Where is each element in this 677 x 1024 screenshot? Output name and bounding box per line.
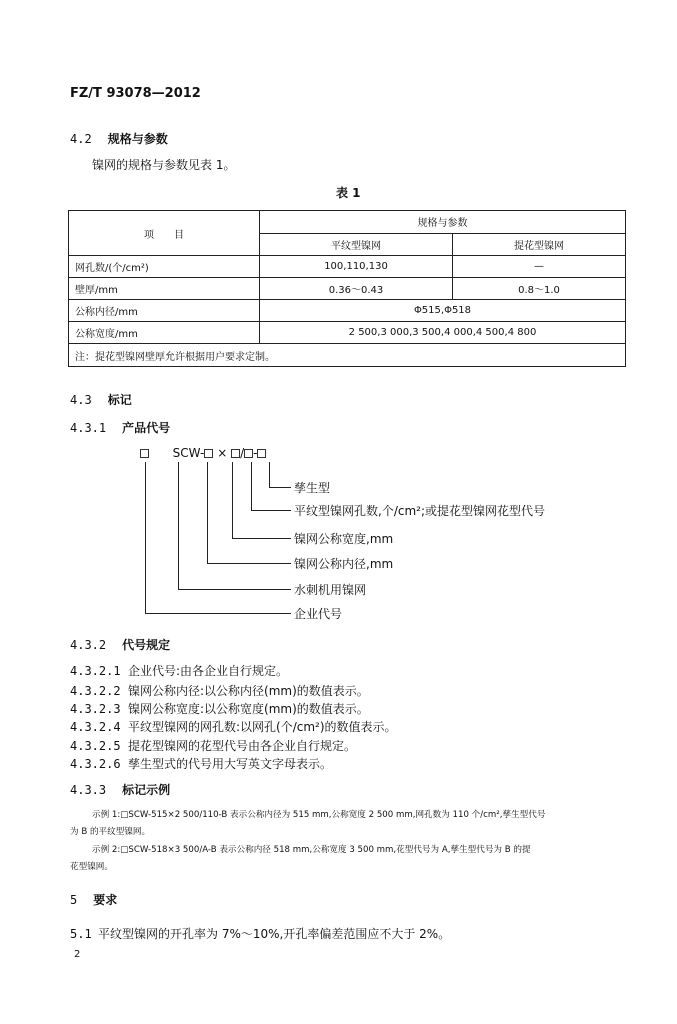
spec-table bbox=[68, 210, 626, 367]
rule-number: 4.3.2.3 bbox=[70, 702, 121, 716]
rule-number: 4.3.2.4 bbox=[70, 720, 121, 734]
example-1-line-1: 示例 1:□SCW-515×2 500/110-B 表示公称内径为 515 mm,公称宽度 2 500 mm,网孔数为 110 个/cm²,孳生型代号 bbox=[92, 810, 546, 820]
connector-line bbox=[232, 538, 291, 539]
section-number: 5 bbox=[70, 893, 78, 907]
cell: 0.8～1.0 bbox=[453, 278, 626, 300]
diagram-label: 孳生型 bbox=[294, 481, 331, 495]
row-label: 壁厚/mm bbox=[69, 278, 260, 300]
section-title: 规格与参数 bbox=[107, 132, 168, 146]
section-number: 4.3.1 bbox=[70, 421, 107, 435]
document-code: FZ/T 93078—2012 bbox=[70, 86, 201, 101]
section-number: 4.3.2 bbox=[70, 638, 107, 652]
rule-number: 4.3.2.1 bbox=[70, 664, 121, 678]
section-5-heading bbox=[70, 891, 117, 908]
section-4-3-1-heading bbox=[70, 419, 170, 436]
table-caption: 表 1 bbox=[336, 186, 361, 200]
rule-text: 企业代号:由各企业自行规定。 bbox=[128, 664, 289, 678]
connector-line bbox=[251, 510, 291, 511]
rule-item bbox=[70, 737, 356, 754]
code-scw: SCW- bbox=[172, 446, 205, 460]
connector-line bbox=[207, 462, 208, 564]
diagram-label: 镍网公称宽度,mm bbox=[294, 532, 394, 546]
rule-item bbox=[70, 718, 397, 735]
rule-text: 镍网公称内径:以公称内径(mm)的数值表示。 bbox=[128, 684, 369, 698]
section-title: 代号规定 bbox=[122, 638, 171, 652]
group-header-cell: 规格与参数 bbox=[260, 211, 626, 234]
diagram-label: 平纹型镍网孔数,个/cm²;或提花型镍网花型代号 bbox=[294, 504, 545, 518]
table-note: 注：提花型镍网壁厚允许根据用户要求定制。 bbox=[69, 344, 626, 367]
diagram-label: 镍网公称内径,mm bbox=[294, 557, 394, 571]
diagram-label: 水刺机用镍网 bbox=[294, 583, 367, 597]
section-4-3-2-heading bbox=[70, 636, 170, 653]
example-1-line-2: 为 B 的平纹型镍网。 bbox=[70, 827, 151, 837]
table-row bbox=[69, 322, 626, 344]
table-header-row bbox=[69, 211, 626, 234]
row-label: 公称内径/mm bbox=[69, 300, 260, 322]
code-box bbox=[244, 449, 253, 458]
section-title: 产品代号 bbox=[122, 421, 171, 435]
section-4-3-heading bbox=[70, 391, 132, 408]
section-title: 标记 bbox=[107, 393, 132, 407]
connector-line bbox=[145, 613, 291, 614]
connector-line bbox=[269, 487, 291, 488]
rule-text: 提花型镍网的花型代号由各企业自行规定。 bbox=[128, 739, 357, 753]
rule-number: 4.3.2.2 bbox=[70, 684, 121, 698]
section-title: 要求 bbox=[93, 893, 118, 907]
connector-line bbox=[232, 462, 233, 539]
connector-line bbox=[178, 589, 291, 590]
rule-item bbox=[70, 682, 369, 699]
page-number: 2 bbox=[74, 949, 81, 960]
connector-line bbox=[269, 462, 270, 488]
code-dash: - bbox=[253, 446, 258, 460]
col-plain-header: 平纹型镍网 bbox=[260, 233, 453, 256]
cell: 100,110,130 bbox=[260, 256, 453, 278]
col-jacquard-header: 提花型镍网 bbox=[453, 233, 626, 256]
section-number: 5.1 bbox=[70, 927, 92, 941]
code-box bbox=[231, 449, 240, 458]
connector-line bbox=[178, 462, 179, 590]
table-row bbox=[69, 300, 626, 322]
code-pattern bbox=[140, 446, 266, 460]
rule-text: 孳生型式的代号用大写英文字母表示。 bbox=[128, 757, 333, 771]
example-2-line-1: 示例 2:□SCW-518×3 500/A-B 表示公称内径 518 mm,公称宽度 3 500 mm,花型代号为 A,孳生型代号为 B 的提 bbox=[92, 845, 531, 855]
cell: 0.36～0.43 bbox=[260, 278, 453, 300]
section-title: 标记示例 bbox=[122, 783, 171, 797]
section-number: 4.3.3 bbox=[70, 783, 107, 797]
section-number: 4.2 bbox=[70, 132, 92, 146]
diagram-label: 企业代号 bbox=[294, 607, 343, 621]
section-4-2-text: 镍网的规格与参数见表 1。 bbox=[92, 158, 236, 172]
connector-line bbox=[145, 462, 146, 614]
rule-text: 镍网公称宽度:以公称宽度(mm)的数值表示。 bbox=[128, 702, 369, 716]
rule-item bbox=[70, 662, 288, 679]
cell: Φ515,Φ518 bbox=[260, 300, 626, 322]
rule-item bbox=[70, 755, 332, 772]
section-5-1-text bbox=[70, 925, 450, 942]
table-note-row bbox=[69, 344, 626, 367]
rule-number: 4.3.2.5 bbox=[70, 739, 121, 753]
code-box bbox=[257, 449, 266, 458]
code-box bbox=[204, 449, 213, 458]
row-label: 公称宽度/mm bbox=[69, 322, 260, 344]
section-4-3-3-heading bbox=[70, 781, 170, 798]
table-row bbox=[69, 278, 626, 300]
section-number: 4.3 bbox=[70, 393, 92, 407]
section-text: 平纹型镍网的开孔率为 7%～10%,开孔率偏差范围应不大于 2%。 bbox=[98, 927, 451, 941]
connector-line bbox=[207, 563, 291, 564]
code-slash: / bbox=[240, 446, 245, 460]
row-label: 网孔数/(个/cm²) bbox=[69, 256, 260, 278]
item-header-cell: 项 目 bbox=[69, 211, 260, 256]
rule-item bbox=[70, 700, 369, 717]
code-times: × bbox=[217, 446, 228, 460]
connector-line bbox=[251, 462, 252, 511]
rule-number: 4.3.2.6 bbox=[70, 757, 121, 771]
code-box bbox=[140, 449, 149, 458]
cell: 2 500,3 000,3 500,4 000,4 500,4 800 bbox=[260, 322, 626, 344]
table-row bbox=[69, 256, 626, 278]
rule-text: 平纹型镍网的网孔数:以网孔(个/cm²)的数值表示。 bbox=[128, 720, 397, 734]
cell: — bbox=[453, 256, 626, 278]
example-2-line-2: 花型镍网。 bbox=[70, 862, 113, 872]
section-4-2-heading bbox=[70, 130, 168, 147]
